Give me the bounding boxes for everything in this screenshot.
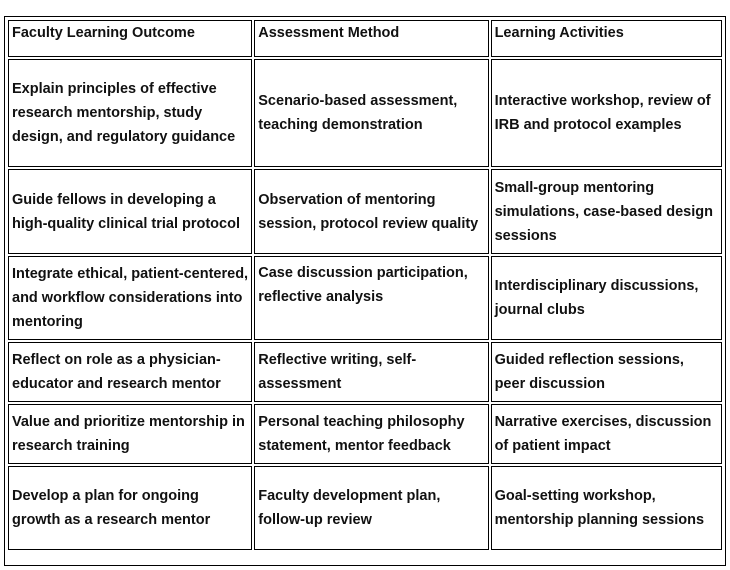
activities-cell: Interactive workshop, review of IRB and protocol examples [491, 59, 722, 167]
outcome-cell: Explain principles of effective research mentorship, study design, and regulatory guidance [8, 59, 252, 167]
activities-cell: Goal-setting workshop, mentorship planning sessions [491, 466, 722, 550]
header-faculty-learning-outcome: Faculty Learning Outcome [8, 20, 252, 57]
assessment-cell: Reflective writing, self-assessment [254, 342, 488, 402]
activities-cell: Small-group mentoring simulations, case-based design sessions [491, 169, 722, 254]
outcome-cell: Guide fellows in developing a high-quality clinical trial protocol [8, 169, 252, 254]
activities-cell: Narrative exercises, discussion of patient impact [491, 404, 722, 464]
assessment-cell: Personal teaching philosophy statement, mentor feedback [254, 404, 488, 464]
outcome-cell: Develop a plan for ongoing growth as a research mentor [8, 466, 252, 550]
activities-cell: Guided reflection sessions, peer discussion [491, 342, 722, 402]
learning-outcomes-table [6, 18, 724, 552]
table-header-row [8, 20, 722, 57]
table-row [8, 169, 722, 254]
table-row [8, 59, 722, 167]
table-row [8, 342, 722, 402]
header-learning-activities: Learning Activities [491, 20, 722, 57]
assessment-cell: Case discussion participation, reflective analysis [254, 256, 488, 340]
assessment-cell: Faculty development plan, follow-up review [254, 466, 488, 550]
activities-cell: Interdisciplinary discussions, journal clubs [491, 256, 722, 340]
assessment-cell: Observation of mentoring session, protocol review quality [254, 169, 488, 254]
assessment-cell: Scenario-based assessment, teaching demonstration [254, 59, 488, 167]
outcome-cell: Value and prioritize mentorship in research training [8, 404, 252, 464]
table-row [8, 404, 722, 464]
table-row [8, 256, 722, 340]
table-row [8, 466, 722, 550]
header-assessment-method: Assessment Method [254, 20, 488, 57]
outcome-cell: Integrate ethical, patient-centered, and workflow considerations into mentoring [8, 256, 252, 340]
outcome-cell: Reflect on role as a physician-educator and research mentor [8, 342, 252, 402]
